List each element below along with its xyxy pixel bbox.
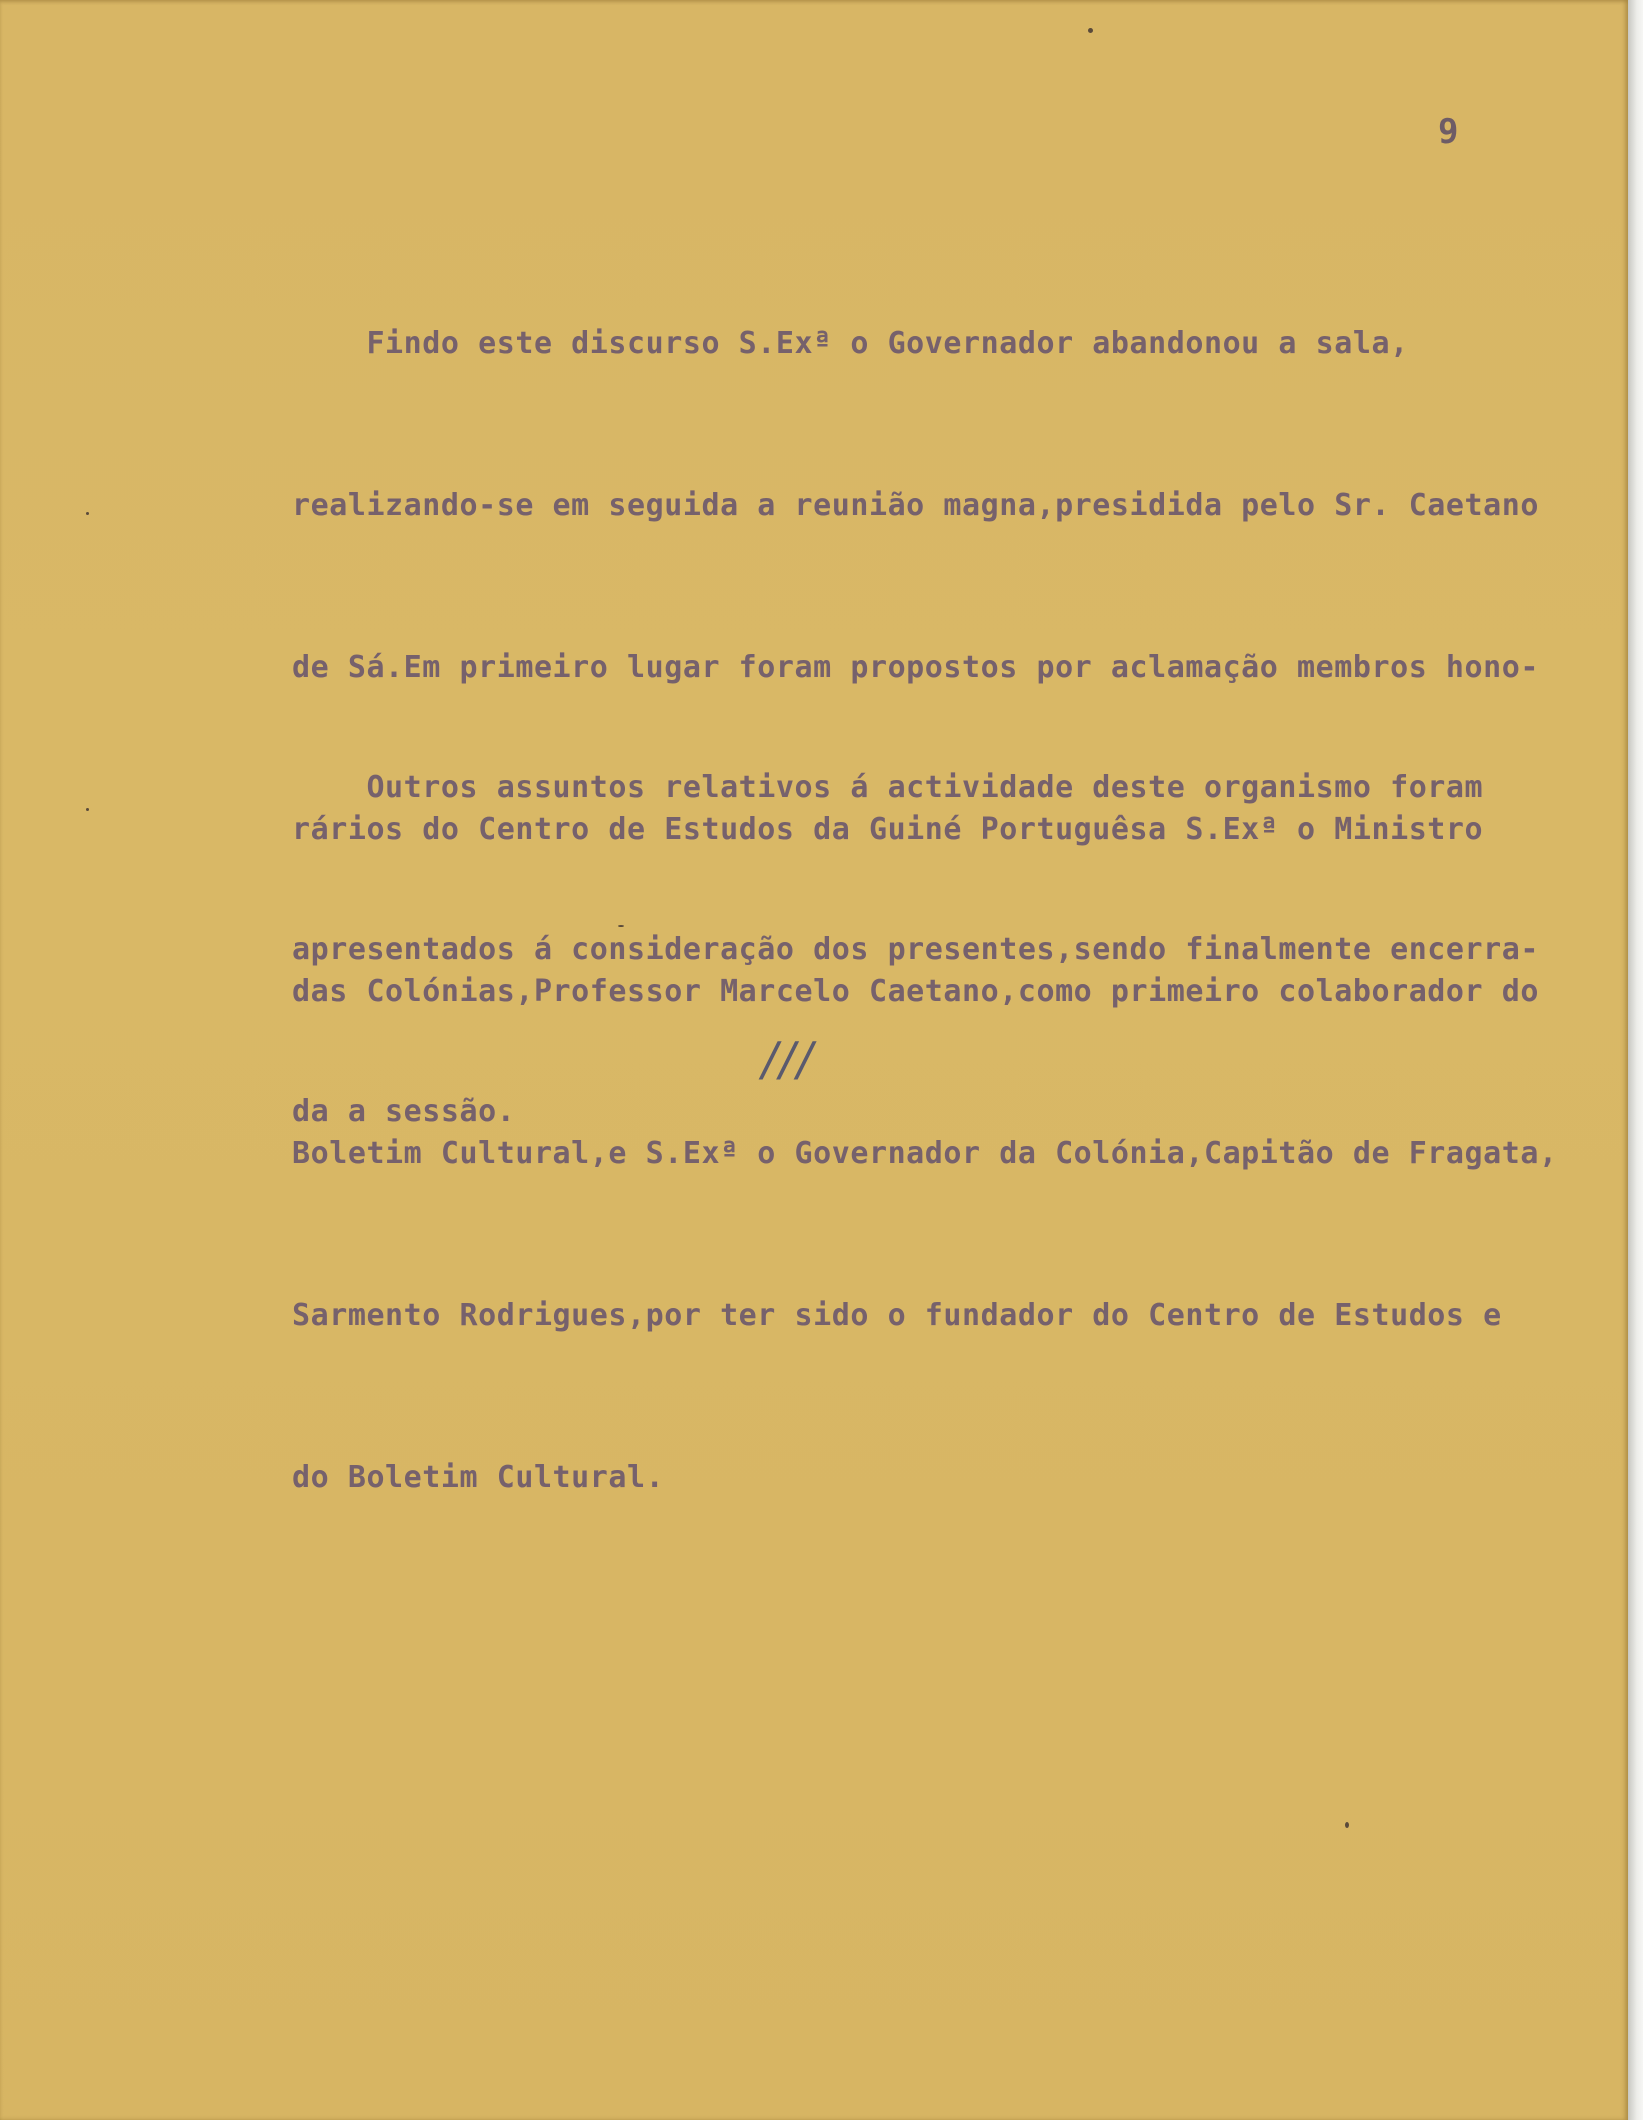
text-line: de Sá.Em primeiro lugar foram propostos por aclamação membros hono- <box>292 650 1539 685</box>
text-line: rários do Centro de Estudos da Guiné Portuguêsa S.Exª o Ministro <box>292 812 1484 847</box>
text-line: Boletim Cultural,e S.Exª o Governador da Colónia,Capitão de Fragata, <box>292 1136 1558 1171</box>
paper-speck <box>618 925 624 927</box>
text-line: apresentados á consideração dos presentes,sendo finalmente encerra- <box>292 932 1539 967</box>
end-mark: /// <box>762 1032 815 1086</box>
paper-speck <box>86 808 89 811</box>
paper-speck <box>1345 1822 1349 1828</box>
text-line: da a sessão. <box>292 1094 516 1129</box>
scan-edge <box>1628 0 1643 2120</box>
text-line: Outros assuntos relativos á actividade deste organismo foram <box>292 770 1484 805</box>
text-line: Sarmento Rodrigues,por ter sido o fundador do Centro de Estudos e <box>292 1298 1502 1333</box>
text-line: realizando-se em seguida a reunião magna,presidida pelo Sr. Caetano <box>292 488 1539 523</box>
text-line: das Colónias,Professor Marcelo Caetano,como primeiro colaborador do <box>292 974 1539 1009</box>
text-line: do Boletim Cultural. <box>292 1460 665 1495</box>
paragraph-2 <box>292 653 1539 1247</box>
paper-speck <box>1088 28 1093 33</box>
page-number: 9 <box>1438 112 1460 152</box>
paper-speck <box>86 512 89 515</box>
text-line: Findo este discurso S.Exª o Governador abandonou a sala, <box>292 326 1409 361</box>
